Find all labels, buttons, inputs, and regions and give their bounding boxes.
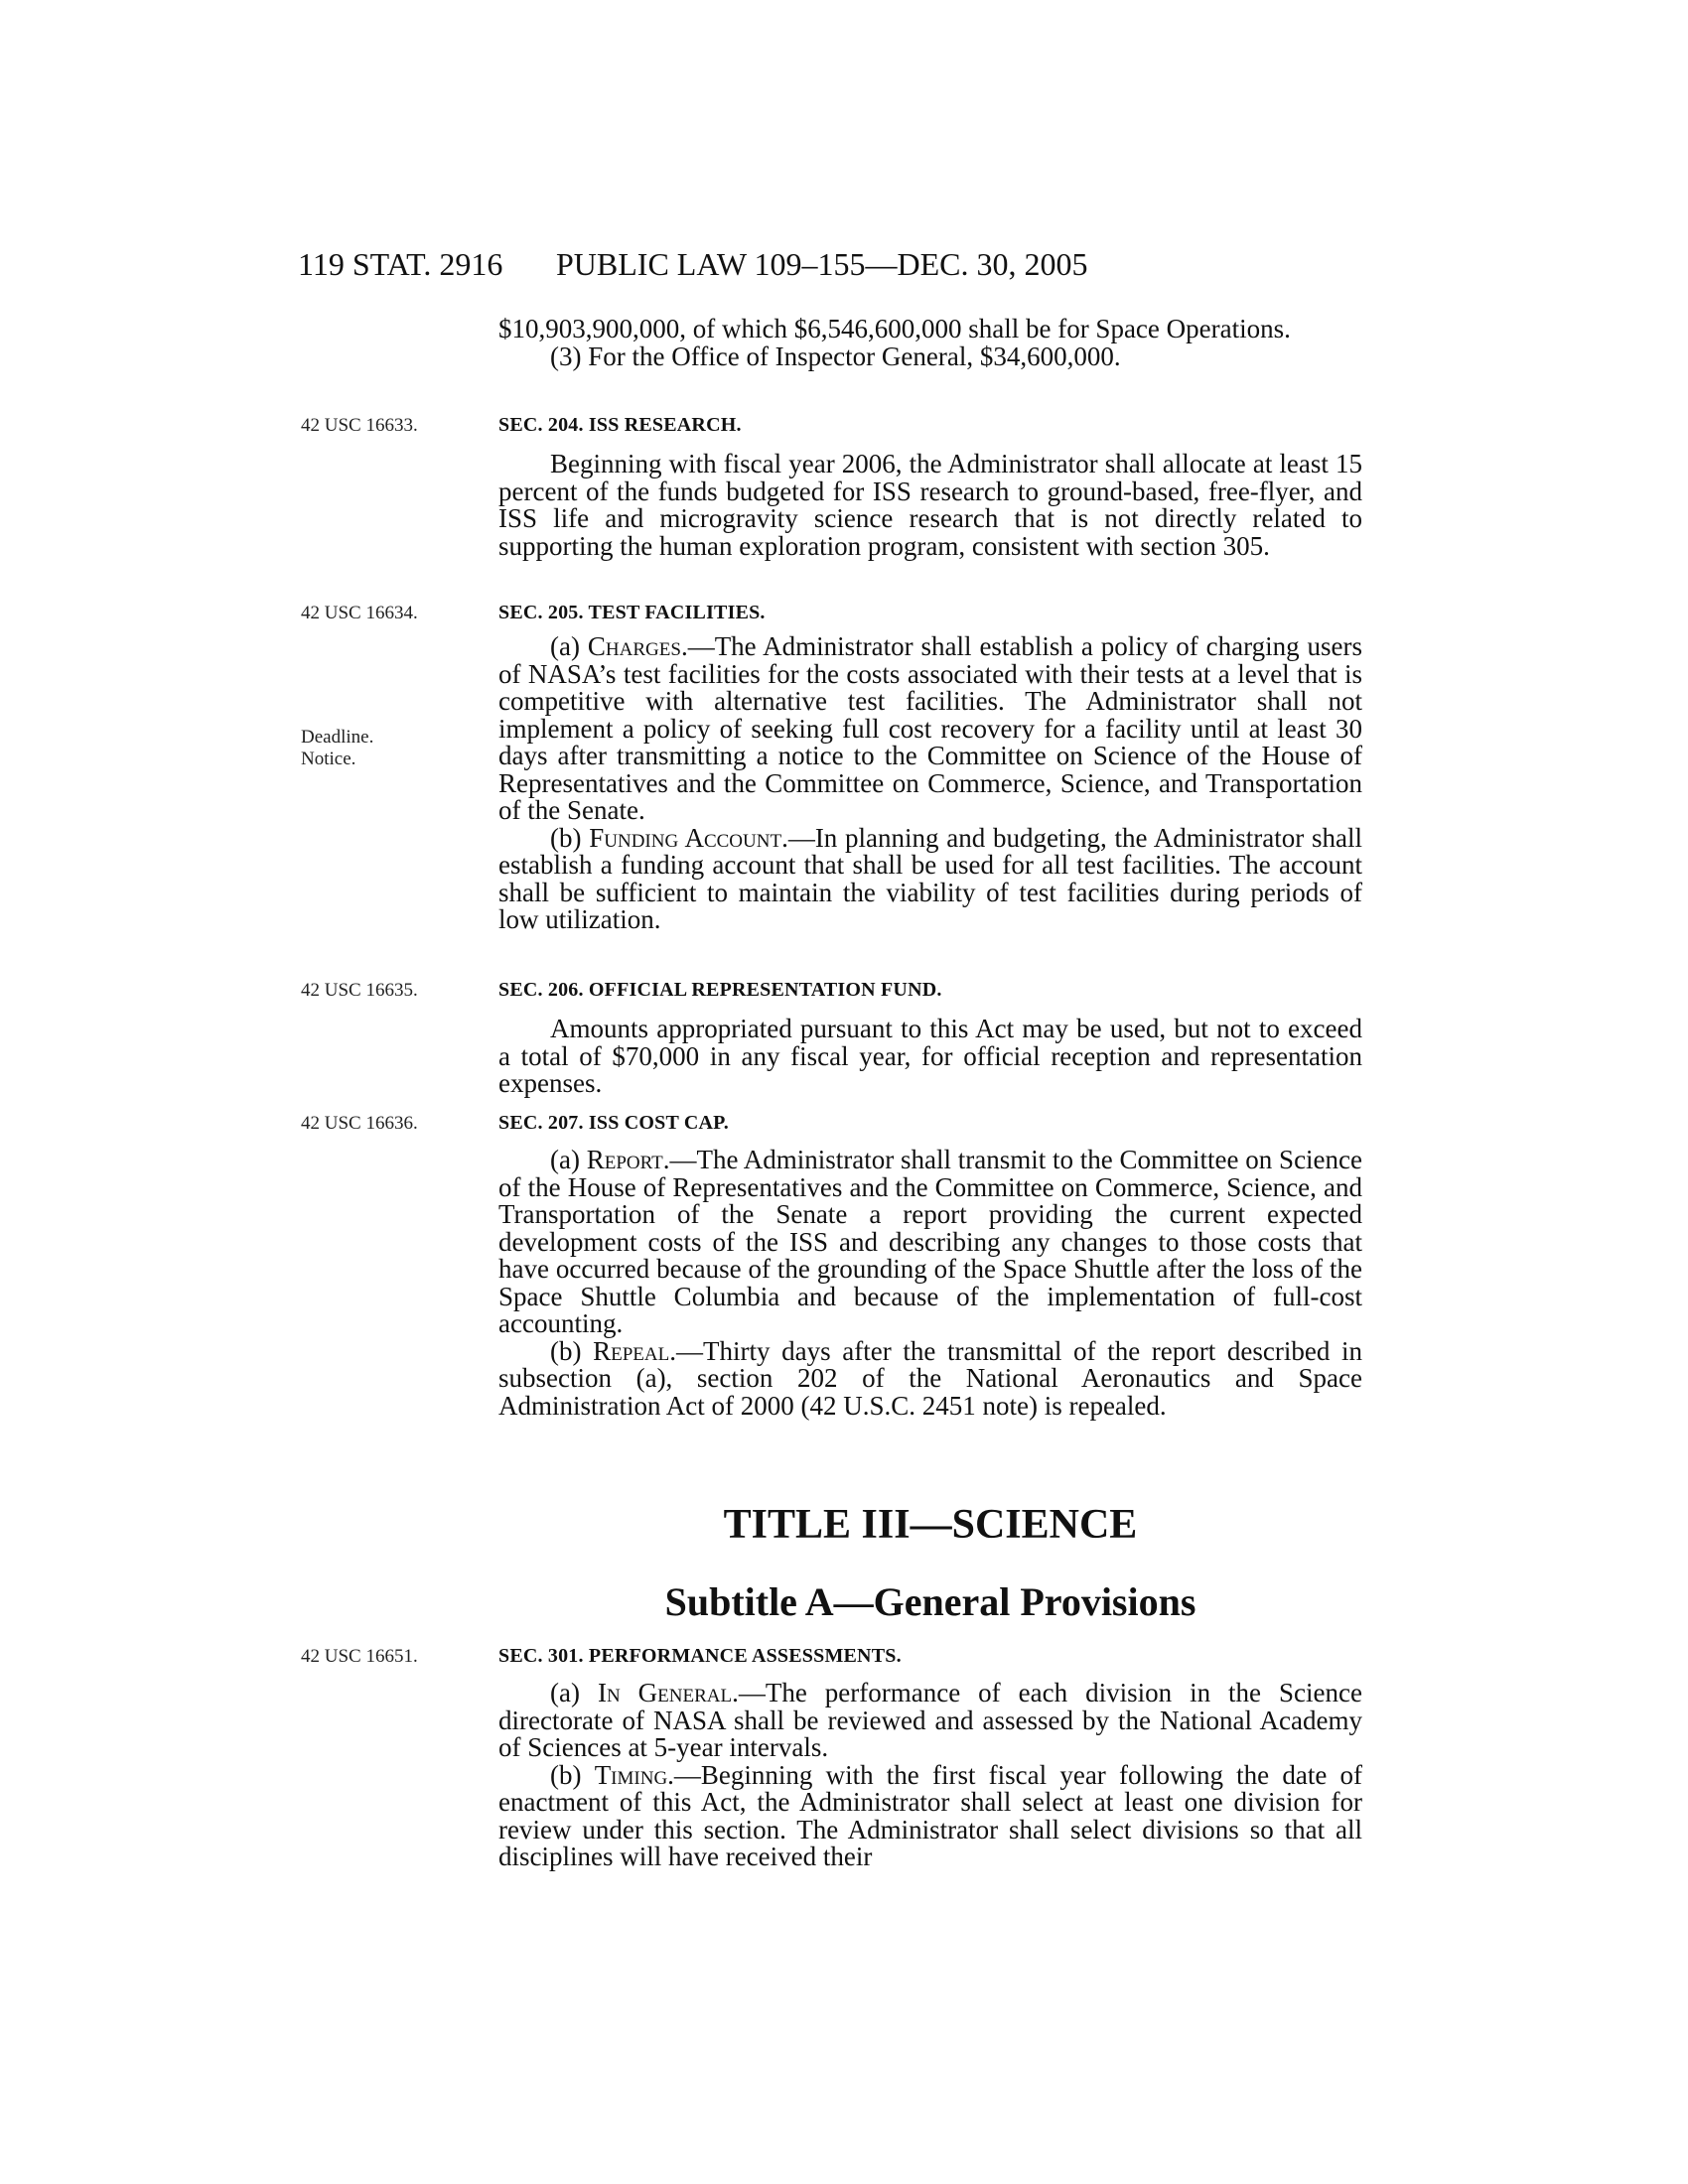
section-heading-301: SEC. 301. PERFORMANCE ASSESSMENTS. <box>498 1645 902 1667</box>
section-301-subsection-b <box>498 1759 1363 1871</box>
subsection-label: (b) <box>550 1759 595 1790</box>
subsection-label: (b) <box>550 1335 594 1366</box>
section-207-subsection-a <box>498 1147 1362 1338</box>
subsection-label: (a) <box>550 631 588 661</box>
subsection-label: (a) <box>550 1145 587 1174</box>
inspector-general-paragraph: (3) For the Office of Inspector General, $34,600,000. <box>550 341 1121 371</box>
section-204-paragraph: Beginning with fiscal year 2006, the Administrator shall allocate at least 15 percent of the funds budgeted for ISS research to ground-based, free-flyer, and ISS life and microgravity science research that is not directly related to supporting the human exploration program, consistent with section 305. <box>498 449 1362 561</box>
section-205-subsection-b <box>498 822 1362 934</box>
page-header <box>298 246 1088 283</box>
subsection-label: (b) <box>550 822 590 853</box>
section-heading-206: SEC. 206. OFFICIAL REPRESENTATION FUND. <box>498 979 942 1001</box>
subsection-text: .—Thirty days after the transmittal of the report described in subsection (a), section 202 of the National Aeronautics and Space Administration Act of 2000 (42 U.S.C. 2451 note) is repealed. <box>498 1335 1362 1421</box>
section-205-subsection-a <box>498 633 1362 825</box>
margin-note-usc-16633: 42 USC 16633. <box>301 415 418 436</box>
subsection-text: .—The performance of each division in the Science directorate of NASA shall be reviewed and assessed by the National Academy of Sciences at 5-year intervals. <box>498 1678 1362 1762</box>
section-207-body <box>498 1147 1362 1420</box>
section-206-paragraph: Amounts appropriated pursuant to this Act may be used, but not to exceed a total of $70,000 in any fiscal year, for official reception and representation expenses. <box>498 1014 1362 1098</box>
subsection-caption-report: Report <box>586 1145 663 1174</box>
subsection-caption-repeal: Repeal <box>593 1335 670 1366</box>
subsection-text: .—The Administrator shall establish a policy of charging users of NASA’s test facilities for the costs associated with their tests at a level that is competitive with alternative test facilities. The Administrator shall not implement a policy of seeking full cost recovery for a facility until at least 30 days after transmitting a notice to the Committee on Science of the House of Representatives and the Committee on Commerce, Science, and Transportation of the Senate. <box>498 631 1363 825</box>
subsection-text: .—Beginning with the first fiscal year following the date of enactment of this Act, the Administrator shall select at least one division for review under this section. The Administrator shall select divisions so that all disciplines will have received their <box>498 1759 1363 1871</box>
section-301-subsection-a <box>498 1680 1362 1762</box>
subsection-caption-charges: Charges <box>587 631 681 661</box>
subsection-caption-in-general: In General <box>597 1678 733 1707</box>
title-heading: TITLE III—SCIENCE <box>723 1502 1138 1548</box>
section-204-body <box>498 451 1362 560</box>
section-207-subsection-b <box>498 1335 1362 1421</box>
carryover-block <box>498 316 1362 370</box>
subtitle-heading: Subtitle A—General Provisions <box>664 1579 1196 1624</box>
subsection-caption-funding-account: Funding Account <box>589 822 782 853</box>
section-301-body <box>498 1680 1362 1871</box>
section-heading-204: SEC. 204. ISS RESEARCH. <box>498 414 742 436</box>
subsection-text: .—The Administrator shall transmit to the Committee on Science of the House of Representatives and the Committee on Commerce, Science, and Transportation of the Senate a report providing the current expected development costs of the ISS and describing any changes to those costs that have occurred because of the grounding of the Space Shuttle after the loss of the Space Shuttle Columbia and because of the implementation of full-cost accounting. <box>498 1145 1363 1338</box>
section-206-body <box>498 1016 1362 1098</box>
margin-note-usc-16636: 42 USC 16636. <box>301 1113 418 1134</box>
public-law-title: PUBLIC LAW 109–155—DEC. 30, 2005 <box>556 246 1088 282</box>
stat-page-number: 119 STAT. 2916 <box>298 246 503 282</box>
subsection-label: (a) <box>550 1678 598 1707</box>
section-heading-205: SEC. 205. TEST FACILITIES. <box>498 602 766 623</box>
section-heading-207: SEC. 207. ISS COST CAP. <box>498 1112 729 1134</box>
margin-note-usc-16651: 42 USC 16651. <box>301 1646 418 1667</box>
section-205-body <box>498 633 1362 934</box>
subsection-caption-timing: Timing <box>594 1759 668 1790</box>
margin-note-deadline-notice: Deadline. Notice. <box>301 727 374 769</box>
margin-note-usc-16635: 42 USC 16635. <box>301 980 418 1001</box>
subsection-text: .—In planning and budgeting, the Administrator shall establish a funding account that shall be used for all test facilities. The account shall be sufficient to maintain the viability of test facilities during periods of low utilization. <box>498 822 1362 934</box>
carryover-paragraph: $10,903,900,000, of which $6,546,600,000 shall be for Space Operations. <box>498 314 1291 343</box>
margin-note-usc-16634: 42 USC 16634. <box>301 603 418 623</box>
